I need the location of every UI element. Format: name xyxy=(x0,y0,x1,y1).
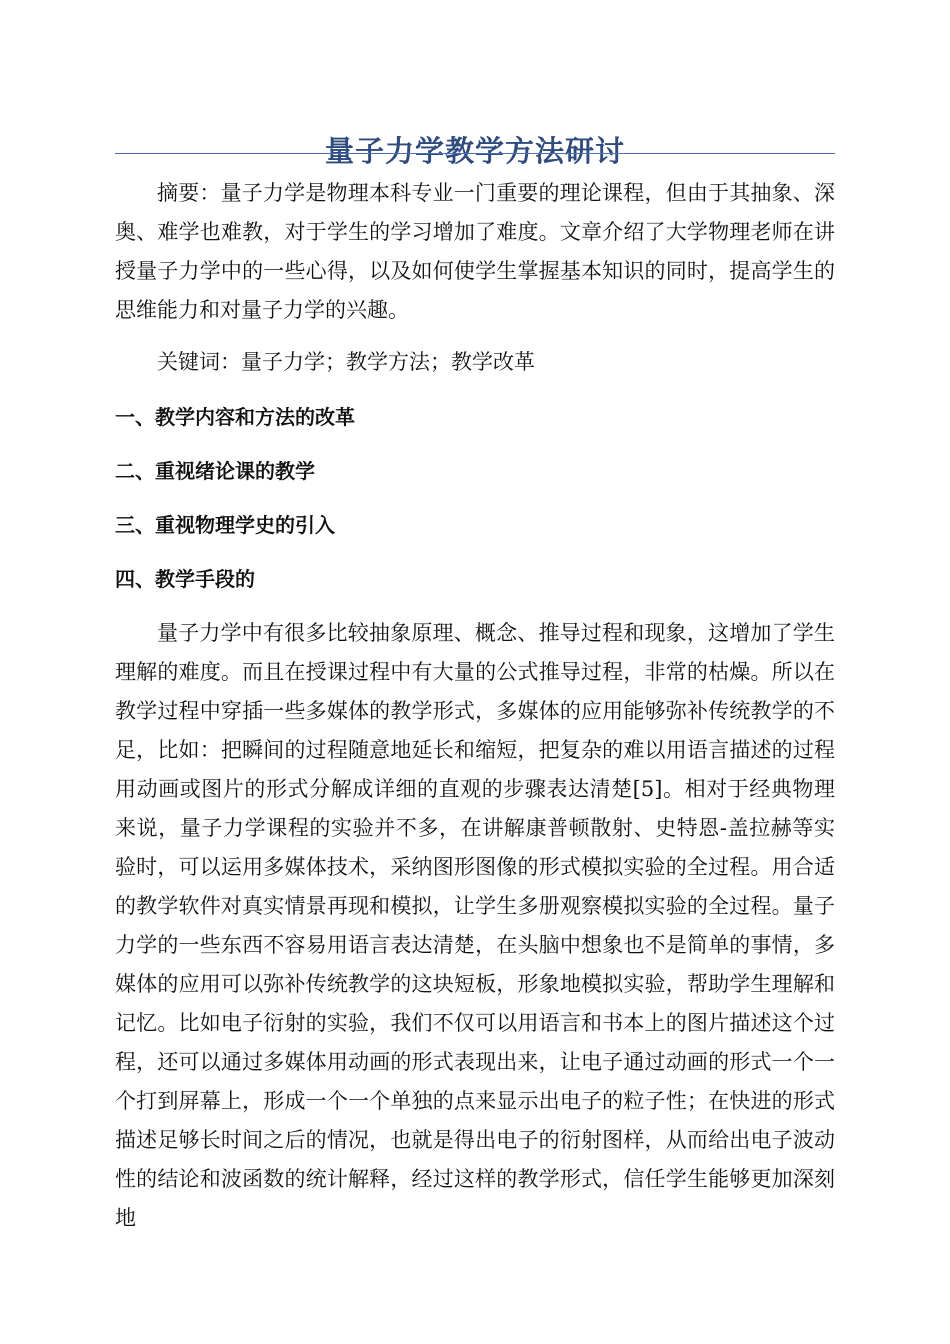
section-heading-2: 二、重视绪论课的教学 xyxy=(115,459,315,483)
abstract-paragraph: 摘要：量子力学是物理本科专业一门重要的理论课程，但由于其抽象、深奥、难学也难教，对于学生的学习增加了难度。文章介绍了大学物理老师在讲授量子力学中的一些心得，以及如何使学生掌握基本知识的同时，提高学生的思维能力和对量子力学的兴趣。 xyxy=(115,181,835,322)
title-underline xyxy=(115,153,835,154)
body-paragraph: 量子力学中有很多比较抽象原理、概念、推导过程和现象，这增加了学生理解的难度。而且在授课过程中有大量的公式推导过程，非常的枯燥。所以在教学过程中穿插一些多媒体的教学形式，多媒体的应用能够弥补传统教学的不足，比如：把瞬间的过程随意地延长和缩短，把复杂的难以用语言描述的过程用动画或图片的形式分解成详细的直观的步骤表达清楚[5]。相对于经典物理来说，量子力学课程的实验并不多，在讲解康普顿散射、史特恩-盖拉赫等实验时，可以运用多媒体技术，采纳图形图像的形式模拟实验的全过程。用合适的教学软件对真实情景再现和模拟，让学生多册观察模拟实验的全过程。量子力学的一些东西不容易用语言表达清楚，在头脑中想象也不是简单的事情，多媒体的应用可以弥补传统教学的这块短板，形象地模拟实验，帮助学生理解和记忆。比如电子衍射的实验，我们不仅可以用语言和书本上的图片描述这个过程，还可以通过多媒体用动画的形式表现出来，让电子通过动画的形式一个一个打到屏幕上，形成一个一个单独的点来显示出电子的粒子性；在快进的形式描述足够长时间之后的情况，也就是得出电子的衍射图样，从而给出电子波动性的结论和波函数的统计解释，经过这样的教学形式，信任学生能够更加深刻地 xyxy=(115,621,835,1230)
section-heading-3: 三、重视物理学史的引入 xyxy=(115,513,335,537)
page-title: 量子力学教学方法研讨 xyxy=(324,134,625,169)
section-heading-1: 一、教学内容和方法的改革 xyxy=(115,405,355,429)
keywords-line: 关键词：量子力学；教学方法；教学改革 xyxy=(157,350,535,374)
section-heading-4: 四、教学手段的 xyxy=(115,567,255,591)
